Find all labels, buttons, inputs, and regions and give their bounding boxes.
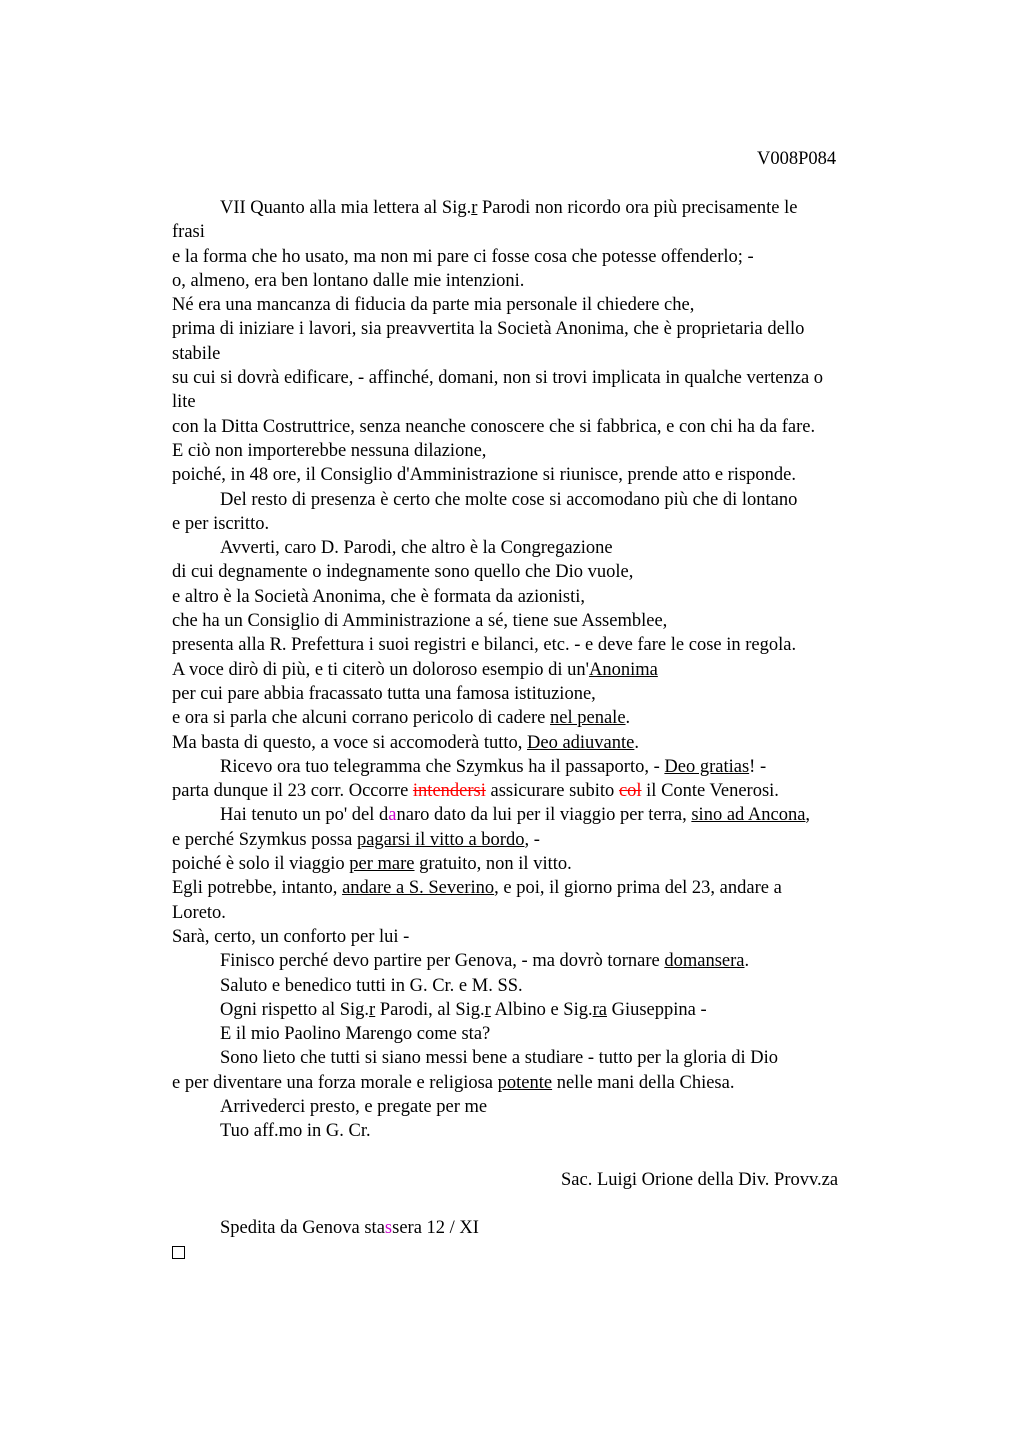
text-line: Ma basta di questo, a voce si accomoderà tutto, Deo adiuvante.: [172, 732, 639, 753]
inserted-text: s: [384, 1218, 393, 1239]
deleted-text: intendersi: [412, 781, 486, 802]
text-line: e ora si parla che alcuni corrano pericolo di cadere nel penale.: [172, 708, 631, 729]
text-line: Sarà, certo, un conforto per lui -: [172, 926, 410, 947]
underlined-text: andare a S. Severino: [342, 878, 495, 899]
page-id: V008P084: [757, 149, 837, 169]
text-line: che ha un Consiglio di Amministrazione a sé, tiene sue Assemblee,: [172, 611, 668, 632]
text-line: Saluto e benedico tutti in G. Cr. e M. SS.: [220, 975, 523, 996]
letter-body: [172, 196, 902, 1259]
underlined-text: sino ad Ancona: [691, 805, 806, 826]
text-line: Avverti, caro D. Parodi, che altro è la Congregazione: [220, 538, 613, 559]
text-line: VII Quanto alla mia lettera al Sig.r Parodi non ricordo ora più precisamente le: [220, 198, 798, 218]
text-line: poiché è solo il viaggio per mare gratuito, non il vitto.: [172, 854, 572, 875]
text-line: Loreto.: [172, 902, 226, 923]
text-line: Arrivederci presto, e pregate per me: [220, 1096, 488, 1117]
checkbox-glyph: [172, 1246, 185, 1259]
text-line: Sono lieto che tutti si siano messi bene a studiare - tutto per la gloria di Dio: [220, 1048, 778, 1069]
text-line: stabile: [172, 343, 221, 364]
text-line: su cui si dovrà edificare, - affinché, domani, non si trovi implicata in qualche vertenza o: [172, 368, 824, 389]
text-line: di cui degnamente o indegnamente sono quello che Dio vuole,: [172, 562, 634, 583]
signature: Sac. Luigi Orione della Div. Provv.za: [561, 1169, 839, 1190]
blank-line: [172, 1144, 902, 1168]
text-line: Hai tenuto un po' del danaro dato da lui per il viaggio per terra, sino ad Ancona,: [220, 805, 811, 826]
underlined-text: per mare: [349, 854, 415, 875]
text-line: lite: [172, 392, 196, 413]
text-line: Egli potrebbe, intanto, andare a S. Severino, e poi, il giorno prima del 23, andare a: [172, 878, 782, 899]
underlined-text: pagarsi il vitto a bordo: [356, 829, 525, 850]
text-line: e per diventare una forza morale e religiosa potente nelle mani della Chiesa.: [172, 1072, 735, 1093]
underlined-text: Deo gratias: [664, 756, 750, 777]
text-line: presenta alla R. Prefettura i suoi registri e bilanci, etc. - e deve fare le cose in regola.: [172, 635, 797, 656]
text-line: e perché Szymkus possa pagarsi il vitto a bordo, -: [172, 829, 540, 850]
text-line: o, almeno, era ben lontano dalle mie intenzioni.: [172, 270, 525, 291]
text-line: per cui pare abbia fracassato tutta una famosa istituzione,: [172, 683, 596, 704]
underlined-text: nel penale: [550, 708, 626, 729]
text-line: e la forma che ho usato, ma non mi pare ci fosse cosa che potesse offenderlo; -: [172, 246, 754, 267]
text-line: E il mio Paolino Marengo come sta?: [220, 1024, 491, 1045]
text-line: Tuo aff.mo in G. Cr.: [220, 1121, 371, 1142]
text-line: Ogni rispetto al Sig.r Parodi, al Sig.r Albino e Sig.ra Giuseppina -: [220, 999, 707, 1020]
text-line: frasi: [172, 222, 205, 243]
underlined-text: domansera: [664, 951, 745, 972]
underlined-text: potente: [497, 1072, 553, 1093]
text-line: parta dunque il 23 corr. Occorre intendersi assicurare subito col il Conte Venerosi.: [172, 781, 779, 802]
postscript: Spedita da Genova stassera 12 / XI: [220, 1218, 479, 1239]
text-line: Del resto di presenza è certo che molte cose si accomodano più che di lontano: [220, 489, 798, 510]
text-line: poiché, in 48 ore, il Consiglio d'Amministrazione si riunisce, prende atto e risponde.: [172, 465, 796, 486]
text-line: e per iscritto.: [172, 513, 270, 534]
text-line: A voce dirò di più, e ti citerò un doloroso esempio di un'Anonima: [172, 659, 658, 680]
underlined-text: Deo adiuvante: [527, 732, 635, 753]
text-line: Né era una mancanza di fiducia da parte mia personale il chiedere che,: [172, 295, 695, 316]
text-line: con la Ditta Costruttrice, senza neanche conoscere che si fabbrica, e con chi ha da fare.: [172, 416, 816, 437]
blank-line: [172, 1192, 902, 1216]
text-line: prima di iniziare i lavori, sia preavvertita la Società Anonima, che è proprietaria dello: [172, 319, 805, 340]
text-line: Finisco perché devo partire per Genova, - ma dovrò tornare domansera.: [220, 951, 750, 972]
text-line: E ciò non importerebbe nessuna dilazione,: [172, 440, 487, 461]
inserted-text: a: [388, 805, 397, 826]
text-line: e altro è la Società Anonima, che è formata da azionisti,: [172, 586, 586, 607]
underlined-text: Anonima: [588, 659, 658, 680]
deleted-text: col: [618, 781, 642, 802]
text-line: Ricevo ora tuo telegramma che Szymkus ha il passaporto, - Deo gratias! -: [220, 756, 767, 777]
